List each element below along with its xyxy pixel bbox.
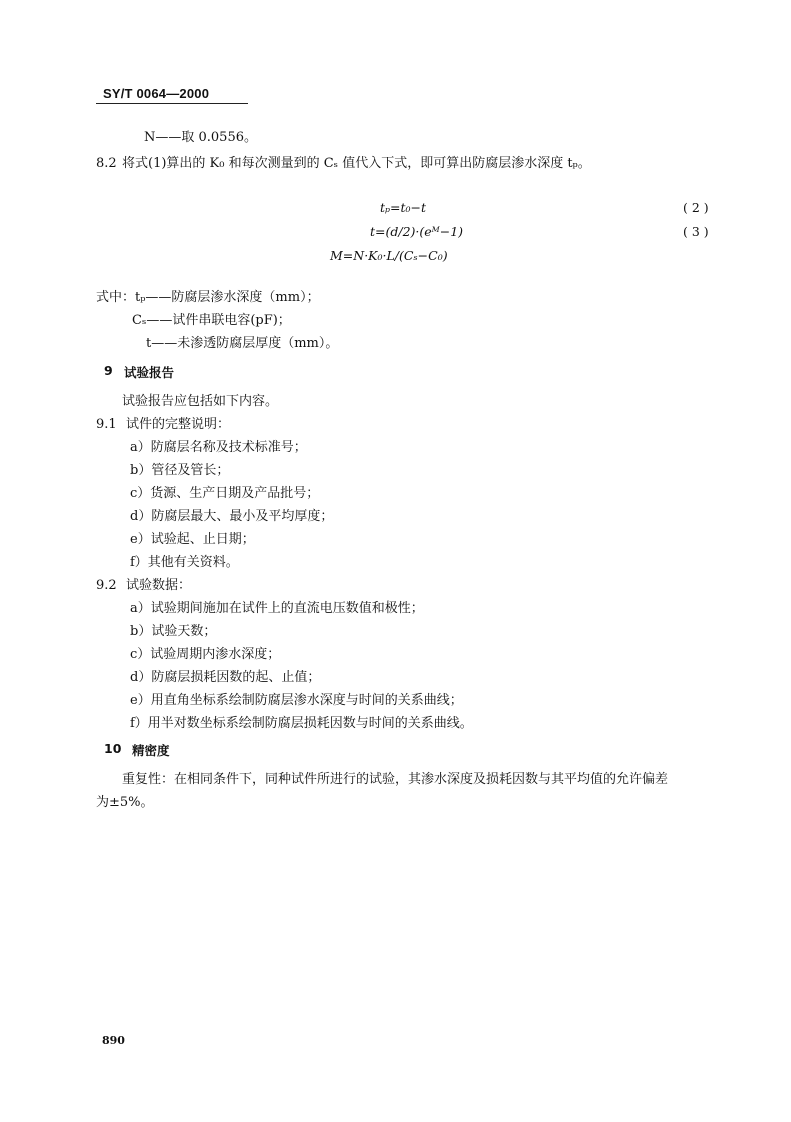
list-item: d）防腐层损耗因数的起、止值； <box>130 670 321 685</box>
section-9-2-title: 试验数据： <box>126 578 192 593</box>
section-8-2-number: 8.2 <box>96 156 117 171</box>
intro-line: N——取 0.0556。 <box>144 130 257 145</box>
equation-2: tₚ=t₀−t <box>380 200 427 215</box>
list-item: a）试验期间施加在试件上的直流电压数值和极性； <box>130 601 424 616</box>
section-9-2-number: 9.2 <box>96 578 117 593</box>
section-10-line-2: 为±5%。 <box>96 795 154 810</box>
equation-m: M=N·K₀·L/(Cₛ−C₀) <box>330 248 448 263</box>
list-item: e）试验起、止日期； <box>130 532 255 547</box>
list-item: d）防腐层最大、最小及平均厚度； <box>130 509 334 524</box>
where-line-t: t——未渗透防腐层厚度（mm）。 <box>146 336 339 351</box>
section-8-2-text: 将式(1)算出的 K₀ 和每次测量到的 Cₛ 值代入下式，即可算出防腐层渗水深度 tₚ。 <box>122 156 591 171</box>
page-number: 890 <box>102 1034 125 1047</box>
header-rule <box>96 103 248 104</box>
list-item: f）用半对数坐标系绘制防腐层损耗因数与时间的关系曲线。 <box>130 716 473 731</box>
list-item: e）用直角坐标系绘制防腐层渗水深度与时间的关系曲线； <box>130 693 463 708</box>
where-line-cs: Cₛ——试件串联电容(pF)； <box>132 313 291 328</box>
equation-3: t=(d/2)·(eᴹ−1) <box>370 224 464 239</box>
standard-code: SY/T 0064—2000 <box>103 86 210 101</box>
equation-2-number: ( 2 ) <box>683 200 709 215</box>
list-item: c）试验周期内渗水深度； <box>130 647 281 662</box>
equation-3-number: ( 3 ) <box>683 224 709 239</box>
section-10-line-1: 重复性：在相同条件下，同种试件所进行的试验，其渗水深度及损耗因数与其平均值的允许偏差 <box>122 772 669 787</box>
where-line-tp: 式中：tₚ——防腐层渗水深度（mm）； <box>96 290 320 305</box>
section-9-number: 9 <box>104 363 113 378</box>
list-item: b）试验天数； <box>130 624 217 639</box>
section-10-title: 精密度 <box>132 743 170 758</box>
section-9-title: 试验报告 <box>124 365 175 380</box>
section-10-number: 10 <box>104 741 122 756</box>
list-item: f）其他有关资料。 <box>130 555 239 570</box>
section-9-1-number: 9.1 <box>96 417 117 432</box>
list-item: b）管径及管长； <box>130 463 230 478</box>
list-item: a）防腐层名称及技术标准号； <box>130 440 307 455</box>
section-9-intro: 试验报告应包括如下内容。 <box>122 394 279 409</box>
list-item: c）货源、生产日期及产品批号； <box>130 486 320 501</box>
section-9-1-title: 试件的完整说明： <box>126 417 231 432</box>
